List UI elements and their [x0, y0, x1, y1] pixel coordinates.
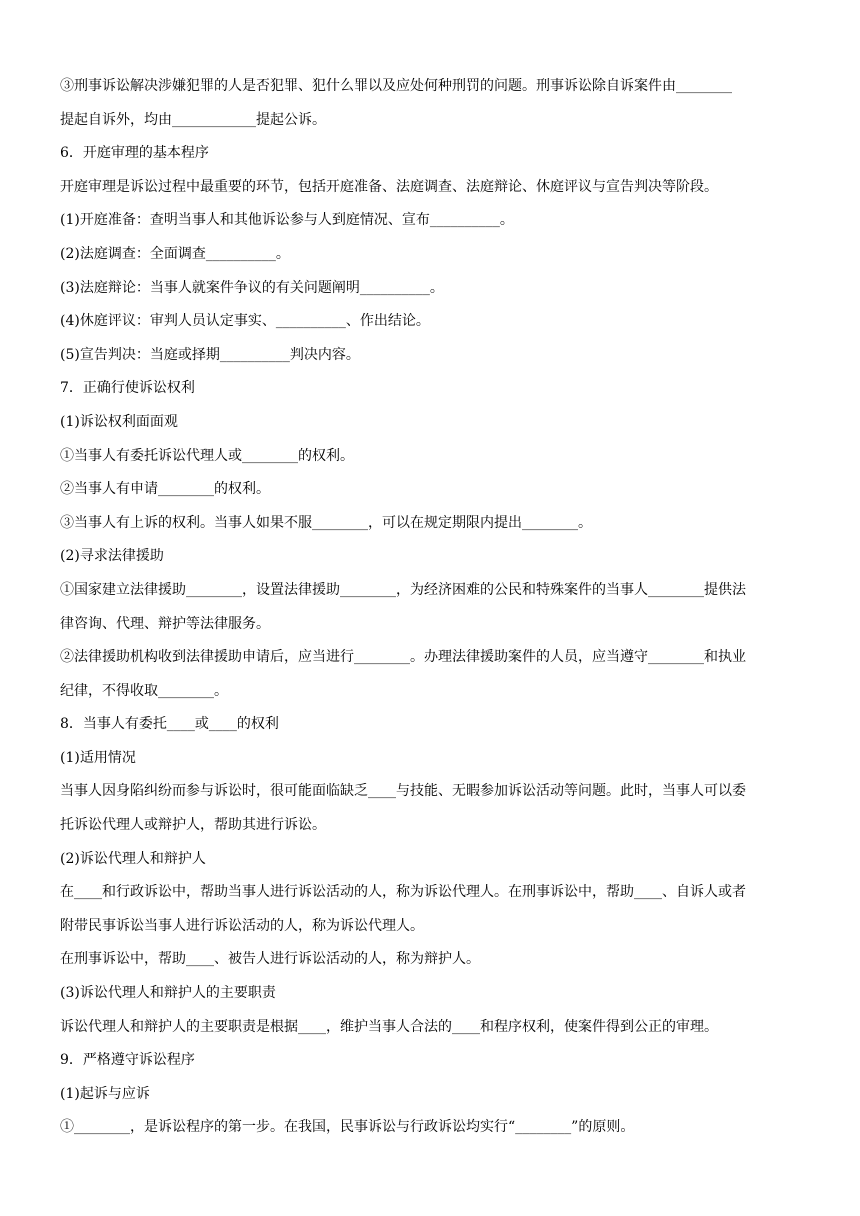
section-heading: 8．当事人有委托____或____的权利 [60, 716, 279, 733]
subsection-heading: (3)诉讼代理人和辩护人的主要职责 [60, 985, 276, 1002]
text-line: 提起自诉外，均由____________提起公诉。 [60, 111, 326, 128]
text-line: 在____和行政诉讼中，帮助当事人进行诉讼活动的人，称为诉讼代理人。在刑事诉讼中，帮助____、自诉人或者 [60, 884, 746, 901]
text-line: (3)法庭辩论：当事人就案件争议的有关问题阐明__________。 [60, 279, 444, 296]
text-line: (5)宣告判决：当庭或择期__________判决内容。 [60, 346, 360, 363]
text-line: ②当事人有申请________的权利。 [60, 481, 270, 498]
subsection-heading: (2)诉讼代理人和辩护人 [60, 850, 206, 867]
text-line: (4)休庭评议：审判人员认定事实、__________、作出结论。 [60, 313, 430, 330]
text-line: ①当事人有委托诉讼代理人或________的权利。 [60, 447, 354, 464]
text-line: ③当事人有上诉的权利。当事人如果不服________，可以在规定期限内提出________。 [60, 514, 592, 531]
text-line: (1)开庭准备：查明当事人和其他诉讼参与人到庭情况、宣布__________。 [60, 212, 514, 229]
subsection-heading: (1)诉讼权利面面观 [60, 413, 178, 430]
section-heading: 7．正确行使诉讼权利 [60, 380, 195, 397]
text-line: 纪律，不得收取________。 [60, 682, 228, 699]
text-line: ①国家建立法律援助________，设置法律援助________，为经济困难的公民和特殊案件的当事人________提供法 [60, 581, 746, 598]
section-heading: 6．开庭审理的基本程序 [60, 145, 209, 162]
text-line: 附带民事诉讼当事人进行诉讼活动的人，称为诉讼代理人。 [60, 917, 424, 934]
text-line: 托诉讼代理人或辩护人，帮助其进行诉讼。 [60, 817, 326, 834]
text-line: 律咨询、代理、辩护等法律服务。 [60, 615, 270, 632]
text-line: ①________，是诉讼程序的第一步。在我国，民事诉讼与行政诉讼均实行“________”的原则。 [60, 1119, 635, 1136]
text-line: (2)法庭调查：全面调查__________。 [60, 245, 290, 262]
subsection-heading: (1)适用情况 [60, 749, 136, 766]
text-line: 开庭审理是诉讼过程中最重要的环节，包括开庭准备、法庭调查、法庭辩论、休庭评议与宣告判决等阶段。 [60, 178, 718, 195]
text-line: 在刑事诉讼中，帮助____、被告人进行诉讼活动的人，称为辩护人。 [60, 951, 480, 968]
text-line: 诉讼代理人和辩护人的主要职责是根据____，维护当事人合法的____和程序权利，使案件得到公正的审理。 [60, 1018, 718, 1035]
subsection-heading: (1)起诉与应诉 [60, 1085, 150, 1102]
text-line: ②法律援助机构收到法律援助申请后，应当进行________。办理法律援助案件的人员，应当遵守________和执业 [60, 649, 746, 666]
text-line: 当事人因身陷纠纷而参与诉讼时，很可能面临缺乏____与技能、无暇参加诉讼活动等问题。此时，当事人可以委 [60, 783, 746, 800]
subsection-heading: (2)寻求法律援助 [60, 548, 164, 565]
text-line: ③刑事诉讼解决涉嫌犯罪的人是否犯罪、犯什么罪以及应处何种刑罚的问题。刑事诉讼除自诉案件由________ [60, 78, 732, 94]
section-heading: 9．严格遵守诉讼程序 [60, 1052, 195, 1069]
